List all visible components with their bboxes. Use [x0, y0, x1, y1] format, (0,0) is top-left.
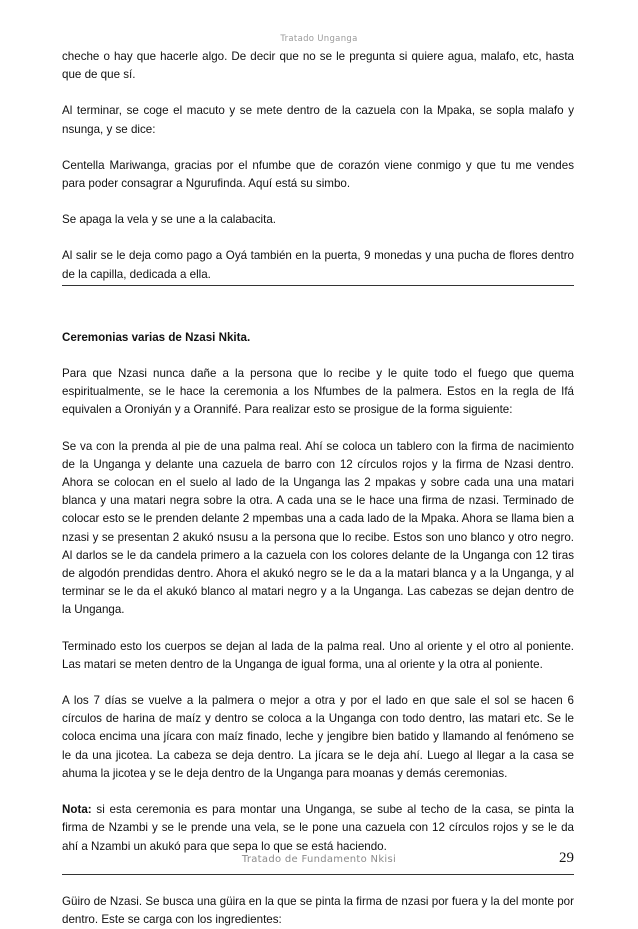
note-text: si esta ceremonia es para montar una Unganga, se sube al techo de la casa, se pinta la firma de Nzambi y se le prende una vela, se le pone una cazuela con 12 círculos rojos y se le da ahí a Nzambi un akukó para que sepa lo que se está haciendo. — [62, 803, 574, 853]
note-paragraph — [62, 801, 574, 856]
page-number: 29 — [559, 850, 574, 866]
page-body — [62, 48, 574, 929]
footer-book-title: Tratado de Fundamento Nkisi — [241, 854, 397, 865]
paragraph-4: Se apaga la vela y se une a la calabacita. — [62, 213, 276, 227]
paragraph-10: Güiro de Nzasi. Se busca una güira en la que se pinta la firma de nzasi por fuera y la del monte por dentro. Este se carga con los ingredientes: — [62, 894, 574, 926]
section-title: Ceremonias varias de Nzasi Nkita. — [62, 330, 251, 344]
paragraph-2: Al terminar, se coge el macuto y se mete dentro de la cazuela con la Mpaka, se sopla malafo y nsunga, y se dice: — [62, 104, 574, 136]
paragraph-3: Centella Mariwanga, gracias por el nfumbe que de corazón viene conmigo y que tu me vendes para poder consagrar a Ngurufinda. Aquí está su simbo. — [62, 158, 574, 191]
paragraph-9: A los 7 días se vuelve a la palmera o mejor a otra y por el lado en que sale el sol se hacen 6 círculos de harina de maíz y dentro se coloca a la Unganga con todo dentro, las matari etc. Se le coloca encima una jícara con maíz finado, leche y jengibre bien batido y llamando al fenómeno se le da una jicotea. La cabeza se deja dentro. La jícara se le deja ahí. Luego al llegar a la casa se ahuma la jicotea y se le deja dentro de la Unganga para moanas y demás ceremonias. — [62, 694, 574, 780]
page-footer — [0, 852, 638, 872]
paragraph-6: Para que Nzasi nunca dañe a la persona que lo recibe y le quite todo el fuego que quema espiritualmente, se le hace la ceremonia a los Nfumbes de la palmera. Estos en la regla de Ifá equivalen a Oroniyán y a Orannifé. Para realizar esto se prosigue de la forma siguiente: — [62, 367, 574, 417]
paragraph-8: Terminado esto los cuerpos se dejan al lada de la palma real. Uno al oriente y el otro al poniente. Las matari se meten dentro de la Unganga de igual forma, una al oriente y la otra al poniente. — [62, 639, 574, 671]
running-header: Tratado Unganga — [280, 34, 358, 44]
paragraph-5: Al salir se le deja como pago a Oyá también en la puerta, 9 monedas y una pucha de flores dentro de la capilla, dedicada a ella. — [62, 249, 574, 281]
paragraph-1: cheche o hay que hacerle algo. De decir que no se le pregunta si quiere agua, malafo, etc, hasta que de que sí. — [62, 50, 574, 82]
note-label: Nota: — [62, 803, 92, 817]
paragraph-7: Se va con la prenda al pie de una palma real. Ahí se coloca un tablero con la firma de nacimiento de la Unganga y delante una cazuela de barro con 12 círculos rojos y la firma de Nzasi dentro. Ahora se colocan en el suelo al lado de la Unganga las 2 mpakas y sobre cada una una matari blanca y una matari negra sobre la otra. A cada una se le hace una firma de nzasi. Terminado de colocar esto se le prenden delante 2 mpembas una a cada lado de la Mpaka. Ahora se llama bien a nzasi y se presentan 2 akukó nsusu a la persona que lo recibe. Estos son uno blanco y otro negro. Al darlos se le da candela primero a la cazuela con los colores delante de la Unganga con 12 tiras de algodón prendidas dentro. Ahora el akukó negro se le da a la matari blanca y a la Unganga, y al terminar se le da el akukó blanco al matari negro y a la Unganga. Las cabezas se dejan dentro de la Unganga. — [62, 439, 574, 617]
